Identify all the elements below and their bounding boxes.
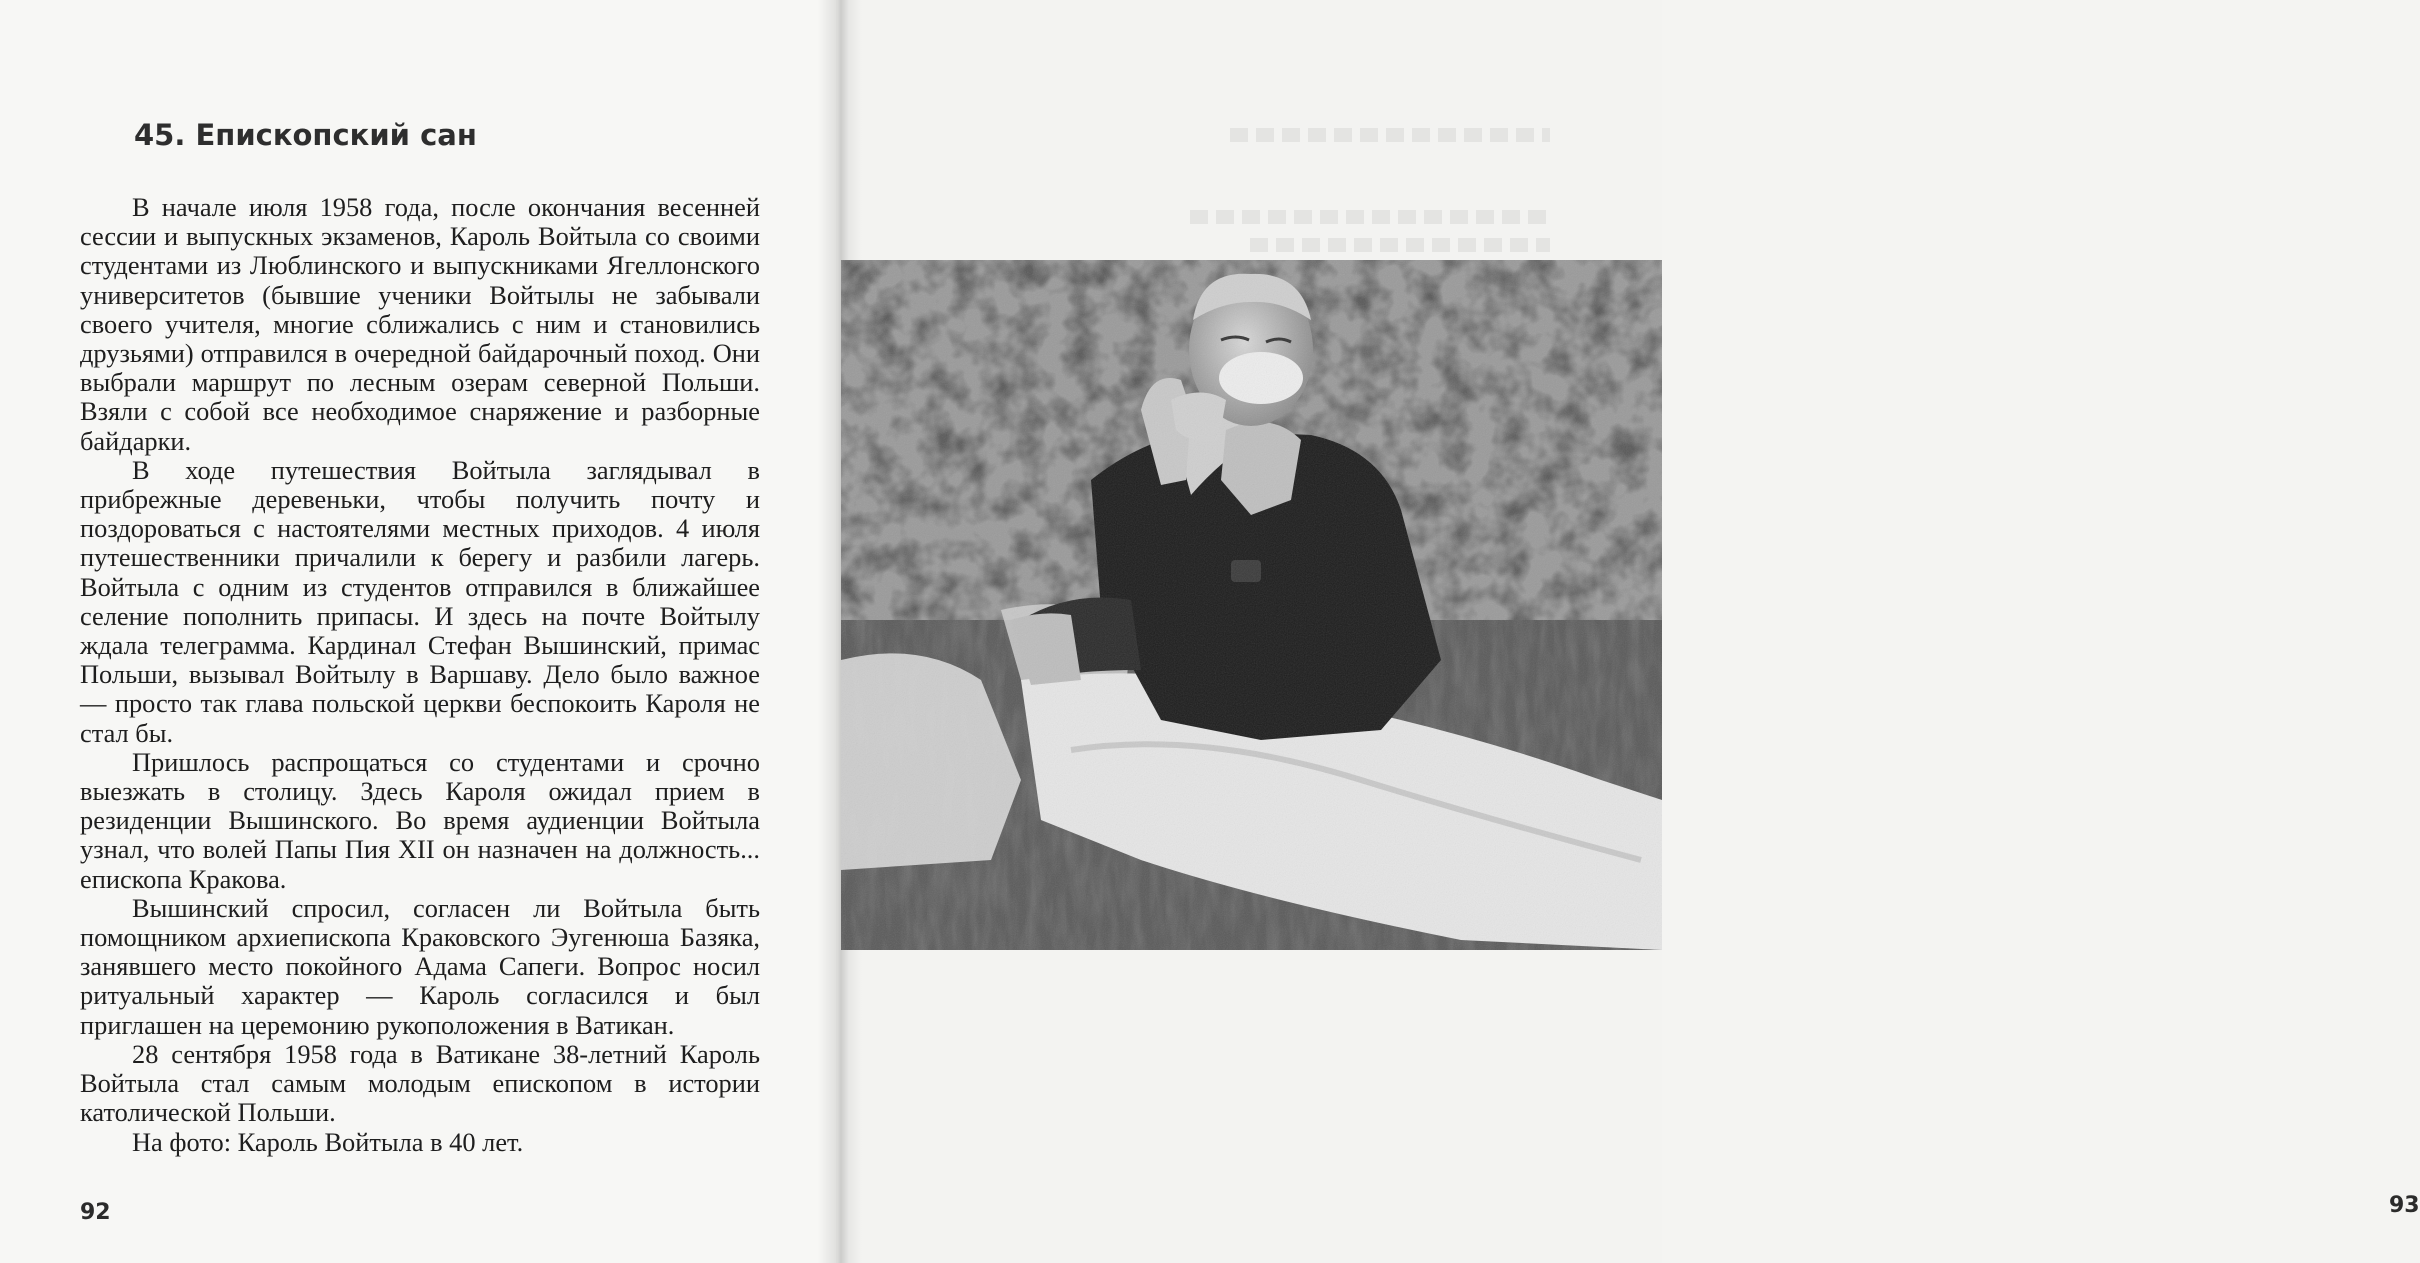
body-text — [80, 193, 760, 1157]
show-through-text — [1230, 128, 1550, 142]
paragraph: Пришлось распрощаться со студентами и срочно выезжать в столицу. Здесь Кароля ожидал прием в резиденции Вышинского. Во время аудиенции Войтыла узнал, что волей Папы Пия XII он назначен на должность... епископа Кракова. — [80, 746, 760, 894]
portrait-photo — [841, 260, 1662, 950]
paragraph: 28 сентября 1958 года в Ватикане 38-летний Кароль Войтыла стал самым молодым епископом в истории католической Польши. — [80, 1038, 760, 1128]
paragraph: Вышинский спросил, согласен ли Войтыла быть помощником архиепископа Краковского Эугенюша Базяка, занявшего место покойного Адама Сапеги. Вопрос носил ритуальный характер — Кароль согласился и был приглашен на церемонию рукоположения в Ватикан. — [80, 892, 760, 1040]
page-number-right: 93 — [2389, 1193, 2420, 1218]
show-through-text — [1190, 210, 1550, 224]
chapter-heading: 45. Епископский сан — [134, 118, 477, 152]
left-page — [0, 0, 836, 1263]
paragraph: В ходе путешествия Войтыла заглядывал в прибрежные деревеньки, чтобы получить почту и поздороваться с настоятелями местных приходов. 4 июля путешественники причалили к берегу и разбили лагерь. Войтыла с одним из студентов отправился в ближайшее селение пополнить припасы. И здесь на почте Войтылу ждала телеграмма. Кардинал Стефан Вышинский, примас Польши, вызывал Войтылу в Варшаву. Дело было важное — просто так глава польской церкви беспокоить Кароля не стал бы. — [80, 454, 760, 748]
photo-caption: На фото: Кароль Войтыла в 40 лет. — [132, 1126, 524, 1157]
paragraph: В начале июля 1958 года, после окончания весенней сессии и выпускных экзаменов, Кароль Войтыла со своими студентами из Люблинского и выпускниками Ягеллонского университетов (бывшие ученики Войтылы не забывали своего учителя, многие сближались с ним и становились друзьями) отправился в очередной байдарочный поход. Они выбрали маршрут по лесным озерам северной Польши. Взяли с собой все необходимое снаряжение и разборные байдарки. — [80, 192, 760, 456]
show-through-text — [1250, 238, 1550, 252]
photo-illustration — [841, 260, 1662, 950]
page-number-left: 92 — [80, 1200, 111, 1225]
